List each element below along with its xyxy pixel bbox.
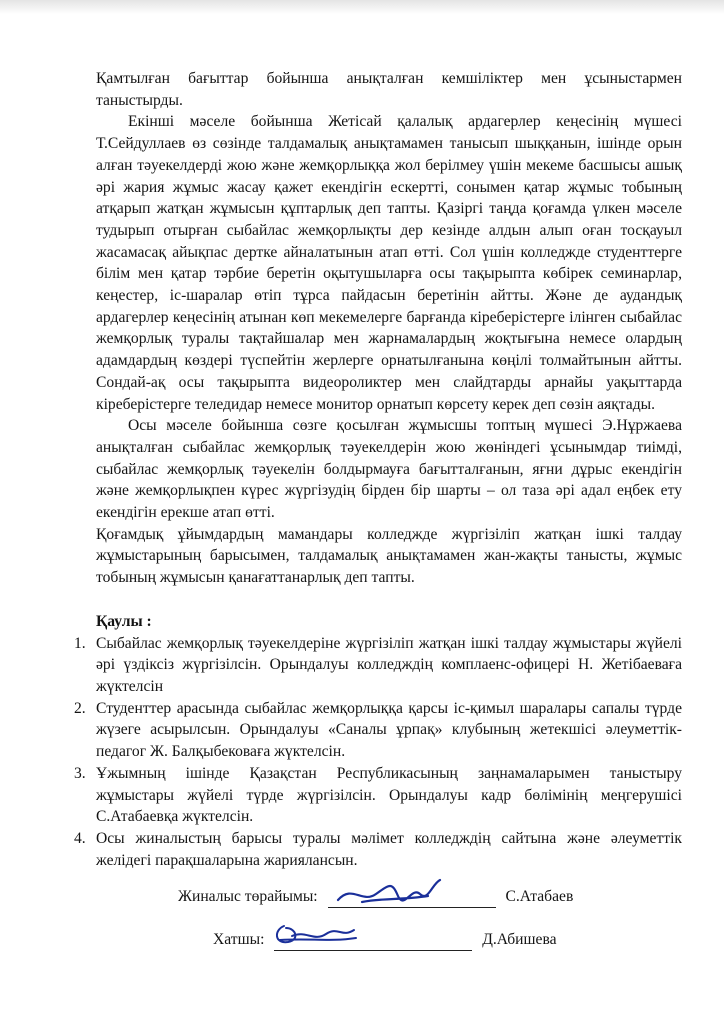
chair-signature-mark [332,876,452,910]
secretary-signature-row [213,930,557,951]
paragraph-4: Қоғамдық ұйымдардың мамандары колледжде жүргізіліп жатқан ішкі талдау жұмыстарының барысымен, талдамалық анықтамамен жан-жақты танысты, жұмыс тобының жұмысын қанағаттанарлық деп тапты. [96,525,682,587]
item-text: Студенттер арасында сыбайлас жемқорлыққа қарсы іс-қимыл шаралары сапалы түрде жүзеге асырылсын. Орындалуы «Саналы ұрпақ» клубының жетекшісі әлеуметтік-педагог Ж. Балқыбековаға жүктелсін. [96,699,682,761]
resolution-item [74,763,682,828]
resolution-item [74,633,682,698]
item-number: 2. [74,699,86,717]
paragraph-1: Қамтылған бағыттар бойынша анықталған кемшіліктер мен ұсыныстармен таныстырды. [96,70,682,109]
item-number: 3. [74,764,86,782]
resolution-item [74,698,682,763]
secretary-name: Д.Абишева [482,931,557,948]
spacer [96,589,682,611]
paragraph-3: Осы мәселе бойынша сөзге қосылған жұмысшы топтың мүшесі Э.Нұржаева анықталған сыбайлас жемқорлық тәуекелдерін жою жөніндегі ұсынымдар тиімді, сыбайлас жемқорлық тәуекелін болдырмауға бағытталғанын, яғни дұрыс екендігін және жемқорлықпен күрес жүргізудің бірден бір шарты – ол таза әрі адал еңбек ету екендігін ерекше атап өтті. [96,417,682,522]
resolution-heading: Қаулы : [96,612,152,630]
resolution-list [74,633,682,872]
secretary-signature-mark [270,920,362,950]
paragraph-2: Екінші мәселе бойынша Жетісай қалалық ардагерлер кеңесінің мүшесі Т.Сейдуллаев өз сөзінде талдамалық анықтамамен танысып шыққанын, ішінде орын алған тәуекелдерді жою және жемқорлыққа жол берілмеу үшін мекеме басшысы ашық әрі жария жұмыс жасау қажет екендігін ескертті, сонымен қатар жұмыс тобының атқарып жатқан жұмысын құптарлық деп тапты. Қазіргі таңда қоғамда үлкен мәселе тудырып отырған сыбайлас жемқорлықты дер кезінде алдын алып оған тосқауыл жасамасақ айықпас дертке айналатынын атап өтті. Сол үшін колледжде студенттерге білім мен қатар тәрбие беретін оқытушыларға осы тақырыпта көбірек семинарлар, кеңестер, іс-шаралар өтіп тұрса пайдасын беретінін айтты. Және де аудандық ардагерлер кеңесінің атынан көп мекемелерге барғанда кіреберістерге ілінген сыбайлас жемқорлық туралы тақтайшалар мен жарнамалардың жоқтығына немесе олардың адамдардың көздері түспейтін жерлерге орнатылғанына көңілі толмайтынын айтты. Сондай-ақ осы тақырыпта видеороликтер мен слайдтарды арнайы уақыттарда кіреберістерге теледидар немесе монитор орнатып көрсету керек деп сөзін аяқтады. [96,113,682,413]
item-text: Сыбайлас жемқорлық тәуекелдеріне жүргізіліп жатқан ішкі талдау жұмыстары жүйелі әрі үздіксіз жүргізілсін. Орындалуы колледждің комплаенс-офицері Н. Жетібаеваға жүктелсін [96,634,682,695]
chair-name: С.Атабаев [505,888,574,905]
item-number: 1. [74,634,86,652]
secretary-label: Хатшы: [213,931,265,948]
item-text: Ұжымның ішінде Қазақстан Республикасының заңнамаларымен таныстыру жұмыстары жүйелі түрде жүргізілсін. Орындалуы кадр бөлімінің меңгерушісі С.Атабаевқа жүктелсін. [96,764,682,826]
scan-top-shadow [0,0,724,14]
chair-label: Жиналыс төрайымы: [178,888,318,905]
resolution-item [74,828,682,871]
item-text: Осы жиналыстың барысы туралы мәлімет колледждің сайтына және әлеуметтік желідегі парақшаларына жариялансын. [96,829,682,869]
document-body [74,68,682,871]
item-number: 4. [74,829,86,847]
